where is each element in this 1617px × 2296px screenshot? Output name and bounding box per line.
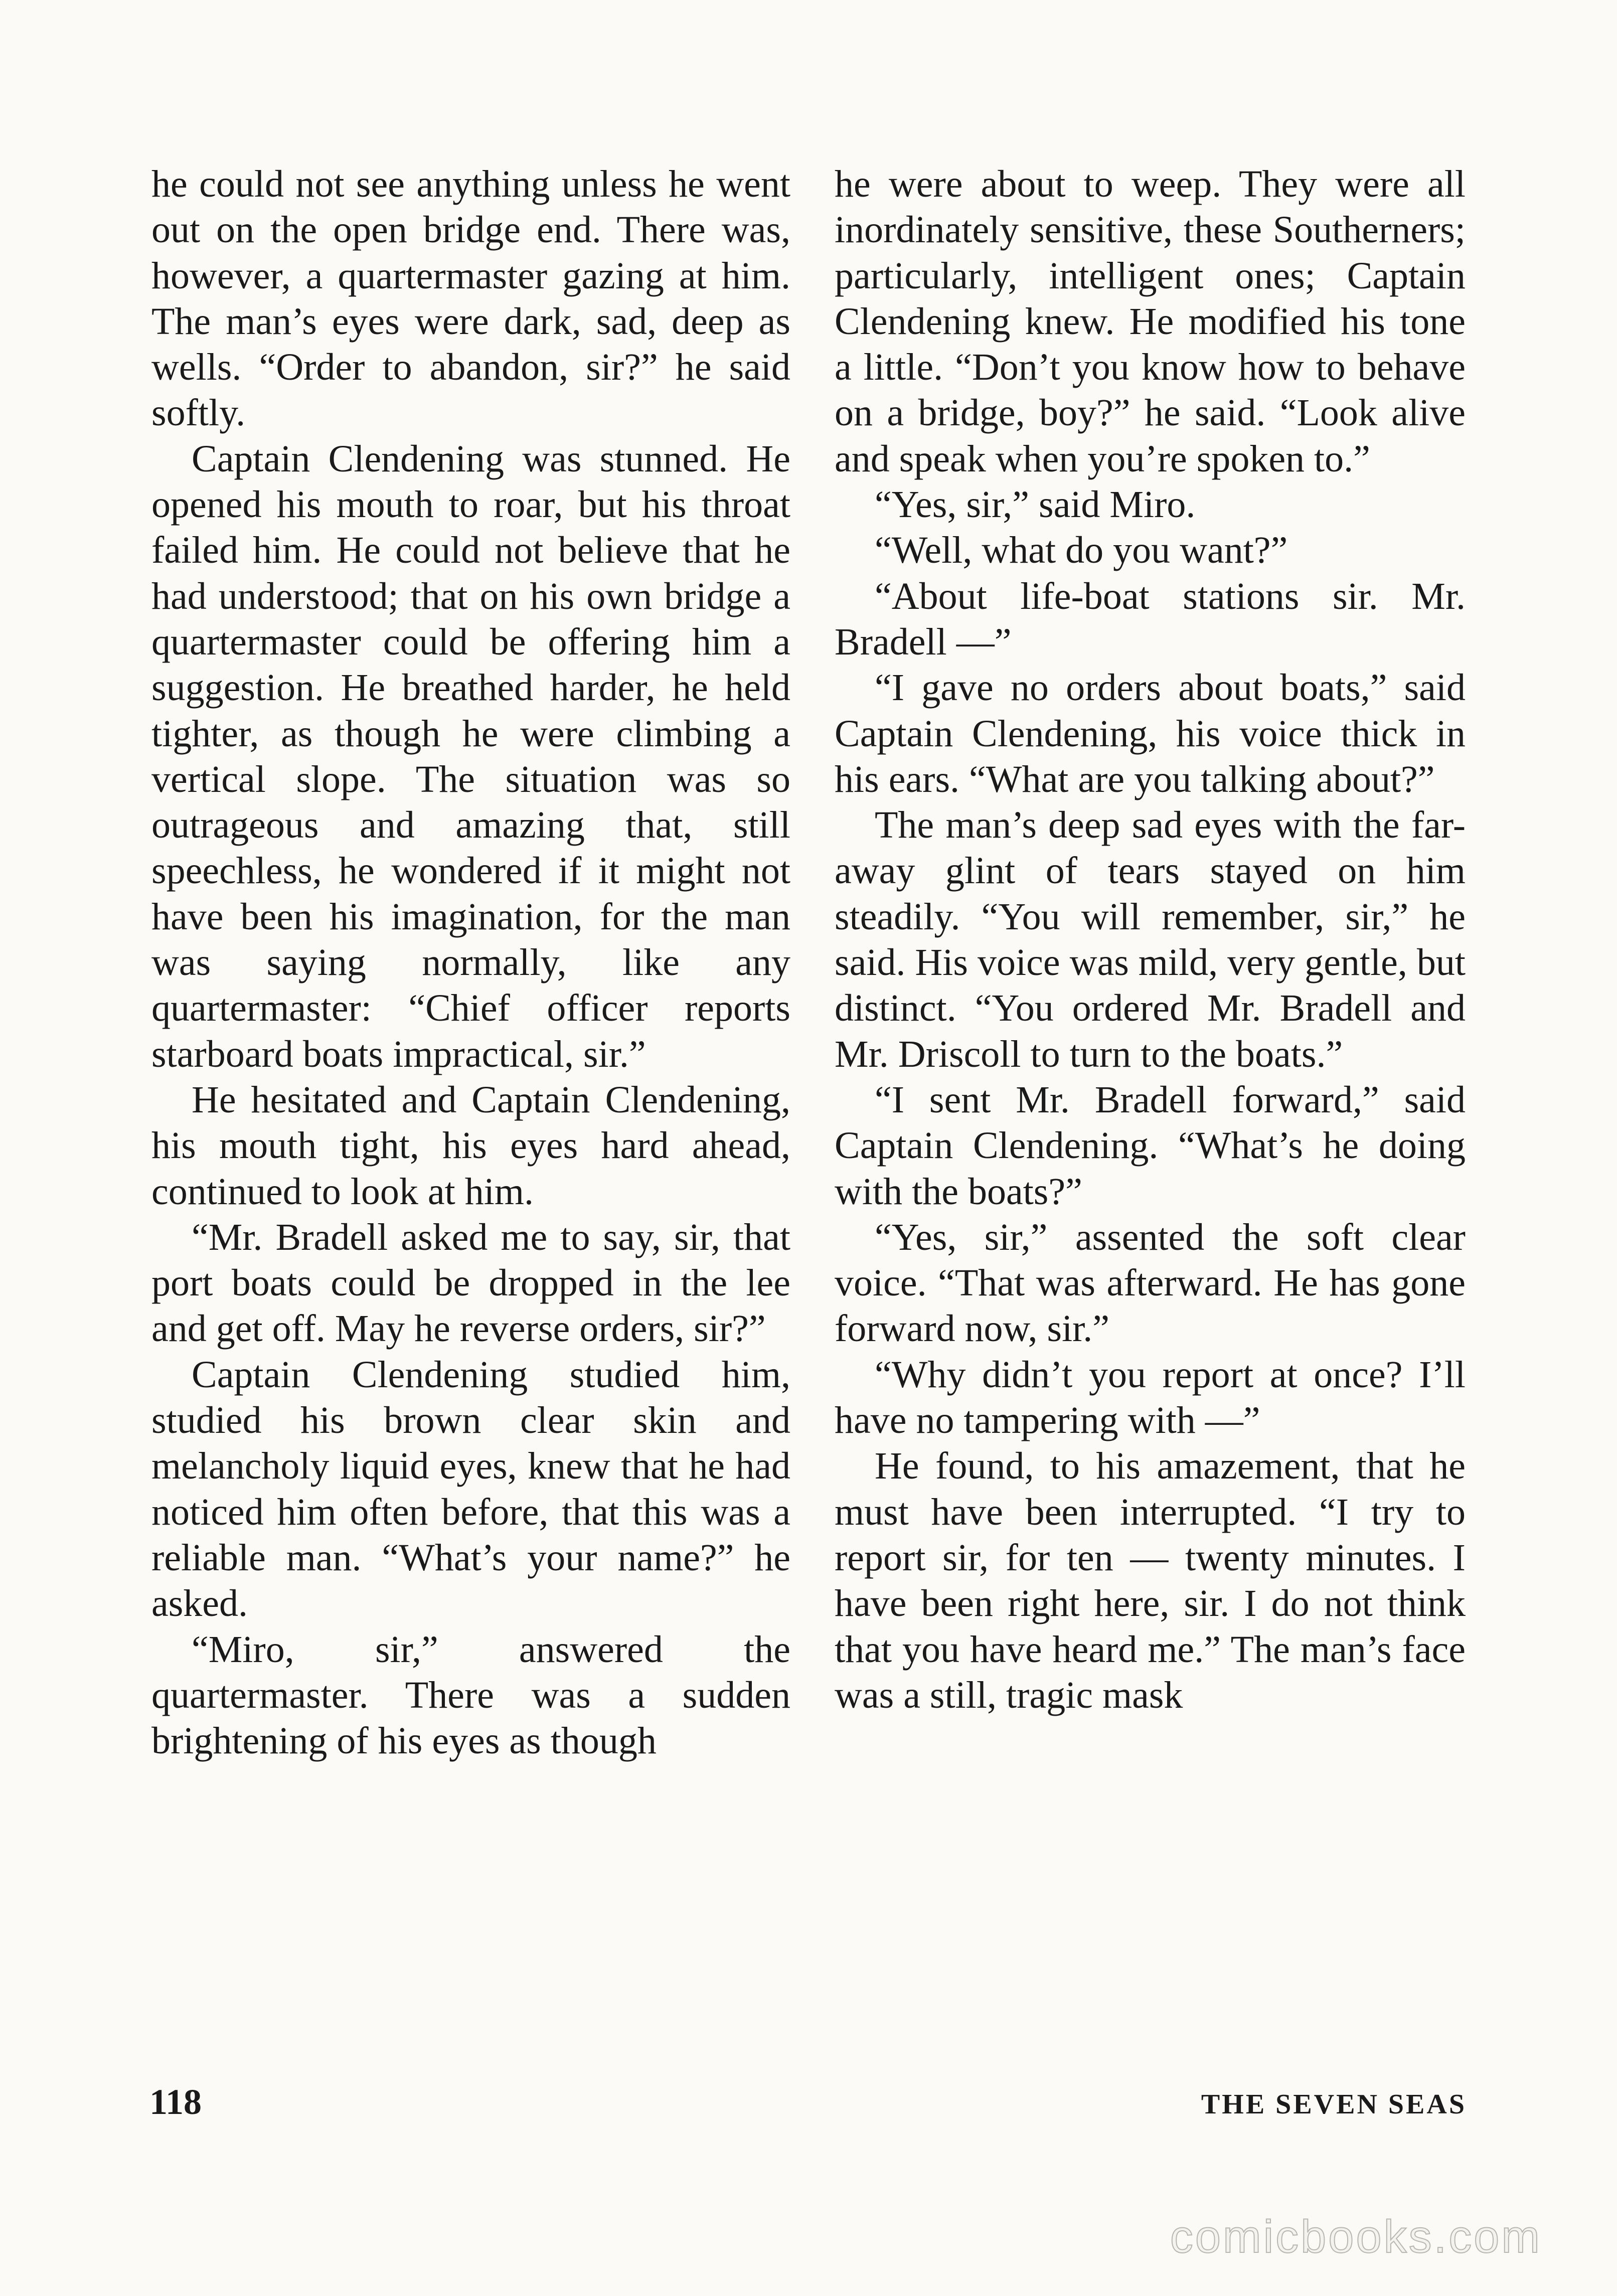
paragraph: The man’s deep sad eyes with the far-away glint of tears stayed on him steadily. “You will remember, sir,” he said. His voice was mild, very gentle, but distinct. “You ordered Mr. Bradell and Mr. Driscoll to turn to the boats.” — [835, 804, 1466, 1075]
paragraph: He hesitated and Captain Clendening, his mouth tight, his eyes hard ahead, continued to look at him. — [151, 1078, 790, 1213]
watermark: comicbooks.com — [1170, 2211, 1542, 2262]
paragraph: “Why didn’t you report at once? I’ll have no tampering with —” — [835, 1353, 1466, 1442]
paragraph: he were about to weep. They were all inordinately sensitive, these Southerners; particularly, intelligent ones; Captain Clendening knew. He modified his tone a little. “Don’t you know how to behave on a bridge, boy?” he said. “Look alive and speak when you’re spoken to.” — [835, 163, 1466, 480]
paragraph: “About life-boat stations sir. Mr. Bradell —” — [835, 575, 1466, 663]
paragraph: “I gave no orders about boats,” said Captain Clendening, his voice thick in his ears. “What are you talking about?” — [835, 667, 1466, 800]
paragraph: “I sent Mr. Bradell forward,” said Captain Clendening. “What’s he doing with the boats?” — [835, 1078, 1466, 1213]
paragraph: “Miro, sir,” answered the quartermaster. There was a sudden brightening of his eyes as though — [151, 1628, 790, 1762]
magazine-title: THE SEVEN SEAS — [1201, 2089, 1467, 2120]
paragraph: “Yes, sir,” said Miro. — [875, 483, 1196, 526]
paragraph: Captain Clendening studied him, studied his brown clear skin and melancholy liquid eyes, knew that he had noticed him often before, that this was a reliable man. “What’s your name?” he asked. — [151, 1353, 790, 1625]
paragraph: Captain Clendening was stunned. He opened his mouth to roar, but his throat failed him. He could not believe that he had understood; that on his own bridge a quartermaster could be offering him a suggestion. He breathed harder, he held tighter, as though he were climbing a vertical slope. The situation was so outrageous and amazing that, still speechless, he wondered if it might not have been his imagination, for the man was saying normally, like any quartermaster: “Chief officer reports starboard boats impractical, sir.” — [151, 437, 790, 1075]
paragraph: “Mr. Bradell asked me to say, sir, that port boats could be dropped in the lee and get off. May he reverse orders, sir?” — [151, 1216, 790, 1350]
paragraph: He found, to his amazement, that he must have been interrupted. “I try to report sir, for ten — twenty minutes. I have been right here, sir. I do not think that you have heard me.” The man’s face was a still, tragic mask — [835, 1445, 1466, 1716]
paragraph: he could not see anything unless he went out on the open bridge end. There was, however, a quartermaster gazing at him. The man’s eyes were dark, sad, deep as wells. “Order to abandon, sir?” he said softly. — [151, 163, 790, 434]
page-number: 118 — [149, 2082, 202, 2122]
paragraph: “Well, what do you want?” — [875, 529, 1288, 572]
right-text-column — [835, 161, 1466, 1718]
left-text-column — [151, 161, 790, 1764]
paragraph: “Yes, sir,” assented the soft clear voice. “That was afterward. He has gone forward now, sir.” — [835, 1216, 1466, 1350]
